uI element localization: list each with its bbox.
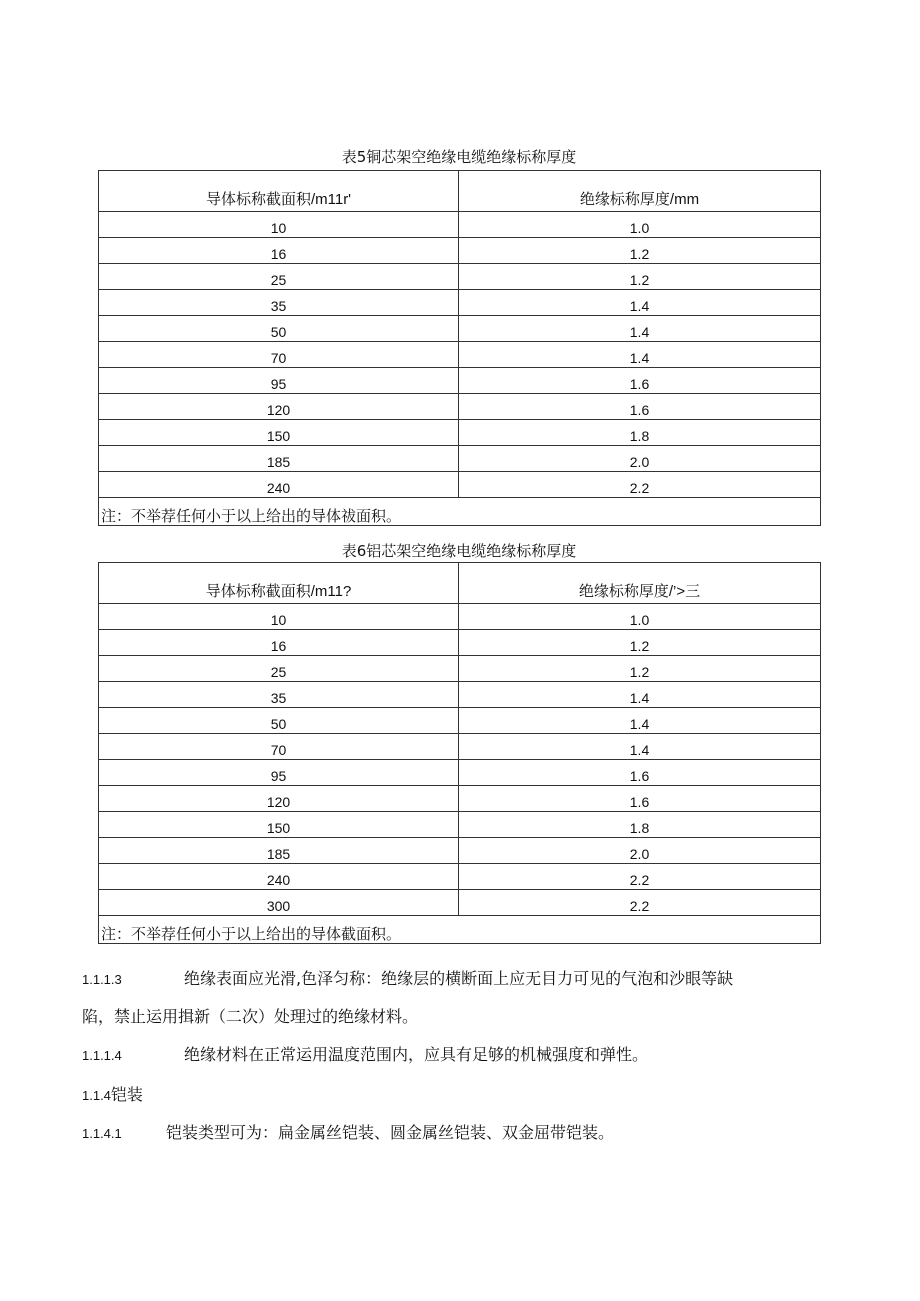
clause-1-1-4-1 — [82, 1122, 614, 1145]
table-row — [99, 316, 821, 342]
thickness-cell: 1.4 — [459, 682, 821, 708]
table-row — [99, 682, 821, 708]
thickness-cell: 1.0 — [459, 212, 821, 238]
clause-text: 陷，禁止运用揖新（二次）处理过的绝缘材料。 — [82, 1007, 419, 1026]
clause-1-1-1-3 — [82, 968, 842, 991]
clause-number: 1.1.1.3 — [82, 972, 122, 987]
clause-number: 1.1.4.1 — [82, 1126, 122, 1141]
thickness-cell: 1.0 — [459, 604, 821, 630]
thickness-cell: 1.6 — [459, 760, 821, 786]
cross-section-cell: 240 — [99, 864, 459, 890]
table-row — [99, 890, 821, 916]
table-row — [99, 838, 821, 864]
cross-section-cell: 95 — [99, 760, 459, 786]
thickness-cell: 1.2 — [459, 238, 821, 264]
thickness-cell: 2.2 — [459, 472, 821, 498]
section-number: 1.1.4 — [82, 1088, 111, 1103]
table-row — [99, 472, 821, 498]
cross-section-cell: 25 — [99, 656, 459, 682]
cross-section-cell: 150 — [99, 420, 459, 446]
cross-section-cell: 120 — [99, 394, 459, 420]
thickness-cell: 1.4 — [459, 734, 821, 760]
thickness-cell: 1.6 — [459, 394, 821, 420]
table-row — [99, 604, 821, 630]
table-row — [99, 760, 821, 786]
cross-section-cell: 16 — [99, 630, 459, 656]
cross-section-cell: 70 — [99, 734, 459, 760]
table-row — [99, 394, 821, 420]
cross-section-cell: 50 — [99, 316, 459, 342]
table6-header-cross-section: 导体标称截面积/m11? — [99, 563, 459, 604]
cross-section-cell: 10 — [99, 212, 459, 238]
cross-section-cell: 240 — [99, 472, 459, 498]
section-title: 铠装 — [110, 1085, 143, 1104]
table6-header-row — [99, 563, 821, 604]
table-row — [99, 656, 821, 682]
table6-caption: 表6铝芯架空绝缘电缆绝缘标称厚度 — [341, 542, 577, 560]
cross-section-cell: 300 — [99, 890, 459, 916]
clause-text: 绝缘材料在正常运用温度范围内，应具有足够的机械强度和弹性。 — [184, 1045, 649, 1064]
table-row — [99, 212, 821, 238]
cross-section-cell: 16 — [99, 238, 459, 264]
table-row — [99, 734, 821, 760]
cross-section-cell: 70 — [99, 342, 459, 368]
table5-header-cross-section: 导体标称截面积/m11r' — [99, 171, 459, 212]
clause-number: 1.1.1.4 — [82, 1048, 122, 1063]
thickness-cell: 1.2 — [459, 656, 821, 682]
clause-1-1-1-3-continued — [82, 1006, 418, 1028]
thickness-cell: 1.2 — [459, 630, 821, 656]
clause-1-1-1-4 — [82, 1044, 648, 1067]
table5-caption: 表5铜芯架空绝缘电缆绝缘标称厚度 — [341, 148, 577, 166]
cross-section-cell: 150 — [99, 812, 459, 838]
cross-section-cell: 95 — [99, 368, 459, 394]
cross-section-cell: 185 — [99, 838, 459, 864]
cross-section-cell: 35 — [99, 682, 459, 708]
table-row — [99, 864, 821, 890]
cross-section-cell: 185 — [99, 446, 459, 472]
table-row — [99, 420, 821, 446]
thickness-cell: 1.2 — [459, 264, 821, 290]
thickness-cell: 1.6 — [459, 786, 821, 812]
table6-note: 注：不举荐任何小于以上给出的导体截面积。 — [99, 916, 821, 944]
thickness-cell: 1.8 — [459, 812, 821, 838]
table-row — [99, 446, 821, 472]
table5-header-row — [99, 171, 821, 212]
table-row — [99, 708, 821, 734]
table-row — [99, 368, 821, 394]
cross-section-cell: 25 — [99, 264, 459, 290]
section-heading-1-1-4 — [82, 1084, 143, 1107]
thickness-cell: 1.6 — [459, 368, 821, 394]
thickness-cell: 2.0 — [459, 838, 821, 864]
table6 — [98, 562, 821, 944]
table5-note: 注：不举荐任何小于以上给出的导体祓面积。 — [99, 498, 821, 526]
table-row — [99, 290, 821, 316]
thickness-cell: 1.4 — [459, 708, 821, 734]
table-row — [99, 238, 821, 264]
thickness-cell: 1.4 — [459, 290, 821, 316]
table-row — [99, 264, 821, 290]
thickness-cell: 1.8 — [459, 420, 821, 446]
table-row — [99, 812, 821, 838]
table-row — [99, 630, 821, 656]
table-row — [99, 342, 821, 368]
clause-text: 绝缘表面应光滑,色泽匀称：绝缘层的横断面上应无目力可见的气泡和沙眼等缺 — [184, 969, 734, 988]
cross-section-cell: 35 — [99, 290, 459, 316]
table5 — [98, 170, 821, 526]
cross-section-cell: 10 — [99, 604, 459, 630]
table-row — [99, 786, 821, 812]
cross-section-cell: 120 — [99, 786, 459, 812]
thickness-cell: 2.0 — [459, 446, 821, 472]
thickness-cell: 1.4 — [459, 342, 821, 368]
thickness-cell: 1.4 — [459, 316, 821, 342]
thickness-cell: 2.2 — [459, 864, 821, 890]
table5-header-thickness: 绝缘标称厚度/mm — [459, 171, 821, 212]
cross-section-cell: 50 — [99, 708, 459, 734]
table6-header-thickness: 绝缘标称厚度/’>三 — [459, 563, 821, 604]
clause-text: 铠装类型可为：扁金属丝铠装、圆金属丝铠装、双金屈带铠装。 — [166, 1123, 615, 1142]
thickness-cell: 2.2 — [459, 890, 821, 916]
